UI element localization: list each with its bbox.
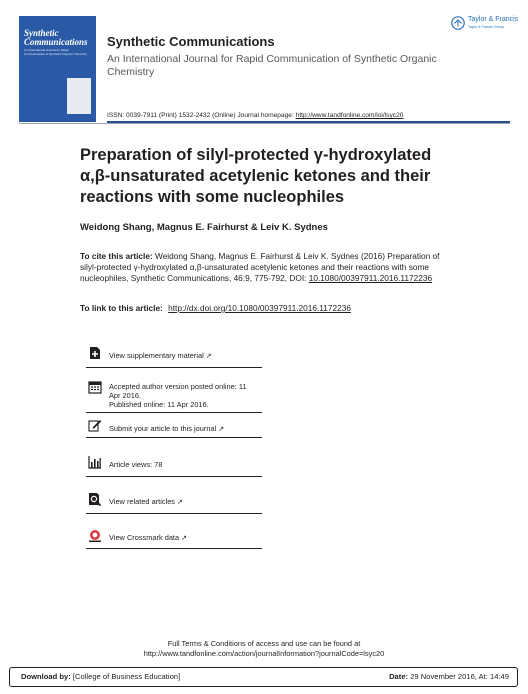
publication-dates-label: Accepted author version posted online: 11 Apr 2016. Published online: 11 Apr 2016. <box>109 382 247 409</box>
publisher-logo[interactable] <box>451 15 517 37</box>
issn-text: ISSN: 0039-7911 (Print) 1532-2432 (Online) Journal homepage: <box>107 112 294 119</box>
plus-document-icon <box>88 346 102 360</box>
submit-article-item[interactable] <box>86 413 262 438</box>
citation-doi-link[interactable]: 10.1080/00397911.2016.1172236 <box>308 273 433 283</box>
cover-title: Synthetic Communications <box>24 28 88 47</box>
article-title: Preparation of silyl-protected γ-hydroxylated α,β-unsaturated acetylenic ketones and their reactions with some nucleophiles <box>80 146 432 206</box>
download-date: Date: 29 November 2016, At: 14:49 <box>389 672 509 681</box>
citation-text: Weidong Shang, Magnus E. Fairhurst & Leiv K. Sydnes (2016) Preparation of silyl-protected γ-hydroxylated α,β-unsaturated acetylenic ketones and their reactions with some nucleophiles, Synthetic Communications, 46:9, 775-792, DOI: <box>80 251 440 283</box>
terms-link[interactable]: http://www.tandfonline.com/action/journalInformation?journalCode=lsyc20 <box>143 649 385 658</box>
article-authors: Weidong Shang, Magnus E. Fairhurst & Leiv K. Sydnes <box>80 222 328 233</box>
issn-line <box>107 112 403 119</box>
citation-label: To cite this article: <box>80 251 153 261</box>
journal-title[interactable]: Synthetic Communications <box>107 34 275 49</box>
related-articles-label: View related articles ↗ <box>109 497 183 506</box>
publisher-name: Taylor & Francis <box>468 16 519 23</box>
supplementary-material-label: View supplementary material ↗ <box>109 351 212 360</box>
publisher-tagline: Taylor & Francis Group <box>468 25 504 29</box>
cover-subtitle: An International Journal for Rapid Communication of Synthetic Organic Chemistry <box>24 48 88 56</box>
journal-subtitle: An International Journal for Rapid Communication of Synthetic Organic Chemistry <box>107 53 437 78</box>
download-by: Download by: [College of Business Education] <box>21 672 181 681</box>
related-articles-item[interactable] <box>86 477 262 514</box>
submit-article-label: Submit your article to this journal ↗ <box>109 424 225 433</box>
bar-chart-icon <box>88 455 102 469</box>
journal-cover <box>19 16 96 122</box>
crossmark-icon <box>88 529 102 543</box>
article-views-label: Article views: 78 <box>109 460 163 469</box>
search-document-icon <box>88 492 102 506</box>
download-info-bar <box>9 667 518 687</box>
article-actions <box>86 335 262 549</box>
journal-homepage-link[interactable]: http://www.tandfonline.com/loi/lsyc20 <box>295 112 404 119</box>
terms-text: Full Terms & Conditions of access and use can be found at <box>167 639 361 648</box>
link-label: To link to this article: <box>80 303 163 313</box>
cover-panel <box>67 78 91 114</box>
external-link-icon: ↗ <box>205 353 212 360</box>
article-views-item <box>86 438 262 477</box>
article-link-line <box>80 303 460 313</box>
citation-block <box>80 251 440 284</box>
crossmark-label: View Crossmark data ↗ <box>109 533 187 542</box>
external-link-icon: ↗ <box>181 535 187 542</box>
edit-icon <box>88 418 102 432</box>
external-link-icon: ↗ <box>177 499 183 506</box>
supplementary-material-item[interactable] <box>86 335 262 368</box>
publication-dates-item <box>86 368 262 413</box>
publisher-logo-icon <box>451 16 465 30</box>
calendar-icon <box>88 380 102 394</box>
terms-footer <box>0 639 528 659</box>
header-divider <box>19 123 510 124</box>
crossmark-item[interactable] <box>86 514 262 549</box>
article-doi-link[interactable]: http://dx.doi.org/10.1080/00397911.2016.1172236 <box>168 303 351 313</box>
external-link-icon: ↗ <box>218 426 225 433</box>
